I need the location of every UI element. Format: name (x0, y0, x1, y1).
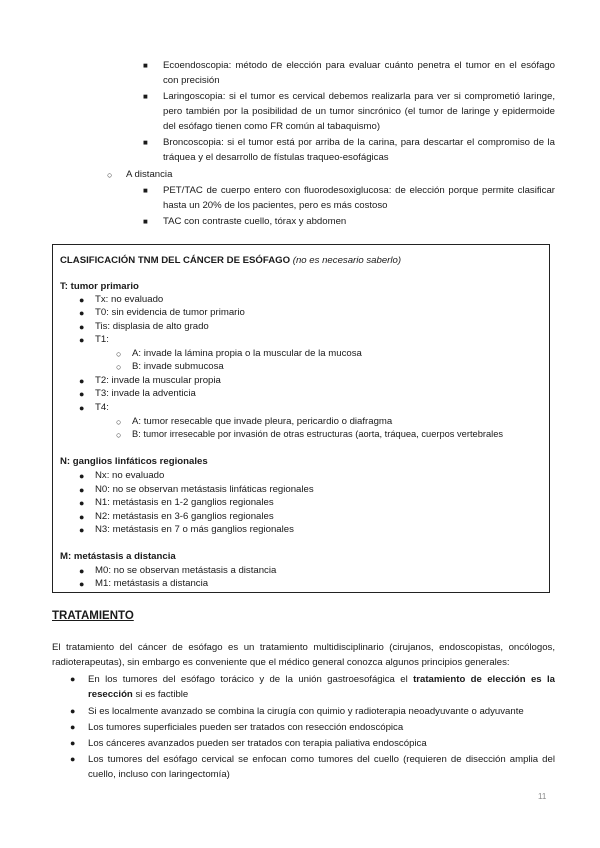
t-item: T3: invade la adventicia (95, 388, 196, 399)
list-item (143, 135, 555, 165)
bullet-icon: ● (79, 403, 85, 413)
t1-subitem: A: invade la lámina propia o la muscular de la mucosa (132, 348, 362, 359)
subheading-a-distancia: A distancia (126, 169, 173, 180)
list-item (143, 89, 555, 134)
n-heading: N: ganglios linfáticos regionales (60, 456, 208, 467)
list-item-text: En los tumores del esófago torácico y de la unión gastroesofágica el tratamiento de elección es la resección si es factible (88, 674, 555, 700)
n-item: N2: metástasis en 3-6 ganglios regionales (95, 511, 274, 522)
bullet-icon: ● (79, 498, 85, 508)
t-heading: T: tumor primario (60, 281, 139, 292)
list-item (70, 736, 555, 751)
circle-bullet-icon: ○ (107, 170, 113, 180)
n-item: Nx: no evaluado (95, 470, 165, 481)
bullet-icon: ● (70, 722, 76, 732)
bullet-icon: ● (79, 295, 85, 305)
list-item (70, 672, 555, 702)
t-item: T0: sin evidencia de tumor primario (95, 307, 245, 318)
box-title-note: (no es necesario saberlo) (292, 255, 402, 266)
square-bullet-icon: ■ (143, 92, 148, 101)
square-bullet-icon: ■ (143, 61, 148, 70)
m-item: M1: metástasis a distancia (95, 578, 209, 589)
list-item (70, 752, 555, 782)
list-item-text: PET/TAC de cuerpo entero con fluorodesoxiglucosa: de elección porque permite clasificar hasta un 20% de los pacientes, pero es más costoso (163, 185, 555, 211)
bullet-icon: ● (79, 512, 85, 522)
bullet-icon: ● (79, 322, 85, 332)
list-item-text: TAC con contraste cuello, tórax y abdomen (163, 216, 347, 227)
list-item-text: Si es localmente avanzado se combina la cirugía con quimio y radioterapia neoadyuvante o adyuvante (88, 706, 524, 717)
m-item: M0: no se observan metástasis a distancia (95, 565, 277, 576)
bullet-icon: ● (79, 389, 85, 399)
list-item (70, 720, 555, 735)
t-item: T1: (95, 334, 109, 345)
bullet-icon: ● (79, 579, 85, 589)
bullet-icon: ● (70, 674, 76, 684)
section-title: TRATAMIENTO (52, 610, 134, 622)
list-item (143, 214, 555, 229)
bullet-icon: ● (70, 706, 76, 716)
list-item (143, 58, 555, 88)
m-heading: M: metástasis a distancia (60, 551, 176, 562)
bullet-icon: ● (79, 376, 85, 386)
t-item: Tis: displasia de alto grado (95, 321, 209, 332)
circle-bullet-icon: ○ (116, 430, 122, 440)
square-bullet-icon: ■ (143, 138, 148, 147)
t1-subitem: B: invade submucosa (132, 361, 224, 372)
list-item-text: Laringoscopia: si el tumor es cervical debemos realizarla para ver si comprometió laringe, pero también por la posibilidad de un tumor sincrónico (el tumor de laringe y epidermoide del esófago tienen como FR común al tabaquismo) (163, 91, 555, 132)
t4-subitem: A: tumor resecable que invade pleura, pericardio o diafragma (132, 416, 393, 427)
circle-bullet-icon: ○ (116, 349, 122, 359)
circle-bullet-icon: ○ (116, 417, 122, 427)
bullet-icon: ● (79, 566, 85, 576)
square-bullet-icon: ■ (143, 186, 148, 195)
t-item: T2: invade la muscular propia (95, 375, 221, 386)
list-item-text: Los tumores superficiales pueden ser tratados con resección endoscópica (88, 722, 404, 733)
bullet-icon: ● (79, 471, 85, 481)
tnm-classification-box (52, 244, 550, 593)
n-item: N3: metástasis en 7 o más ganglios regionales (95, 524, 294, 535)
list-item-text: Ecoendoscopia: método de elección para evaluar cuánto penetra el tumor en el esófago con precisión (163, 60, 555, 86)
bullet-icon: ● (70, 754, 76, 764)
page-number: 11 (538, 792, 547, 801)
t-item: T4: (95, 402, 109, 413)
bullet-icon: ● (79, 308, 85, 318)
bullet-icon: ● (79, 485, 85, 495)
list-item-text: Los tumores del esófago cervical se enfocan como tumores del cuello (requieren de disección amplia del cuello, incluso con laringectomía) (88, 754, 555, 780)
circle-bullet-icon: ○ (116, 362, 122, 372)
list-item-text: Broncoscopia: si el tumor está por arriba de la carina, para descartar el compromiso de la tráquea y el desarrollo de fístulas traqueo-esofágicas (163, 137, 555, 163)
bullet-icon: ● (70, 738, 76, 748)
box-title (60, 253, 401, 268)
intro-paragraph: El tratamiento del cáncer de esófago es un tratamiento multidisciplinario (cirujanos, endoscopistas, oncólogos, radioterapeutas), sin embargo es conveniente que el médico general conozca algunos principios generales: (52, 642, 555, 668)
square-bullet-icon: ■ (143, 217, 148, 226)
list-item (70, 704, 555, 719)
t-item: Tx: no evaluado (95, 294, 164, 305)
box-title-text: CLASIFICACIÓN TNM DEL CÁNCER DE ESÓFAGO (60, 255, 291, 266)
bullet-icon: ● (79, 525, 85, 535)
t4-subitem: B: tumor irresecable por invasión de otras estructuras (aorta, tráquea, cuerpos vertebrales (132, 429, 504, 439)
n-item: N0: no se observan metástasis linfáticas regionales (95, 484, 314, 495)
list-item-text: Los cánceres avanzados pueden ser tratados con terapia paliativa endoscópica (88, 738, 427, 749)
n-item: N1: metástasis en 1-2 ganglios regionales (95, 497, 274, 508)
bullet-icon: ● (79, 335, 85, 345)
list-item (143, 183, 555, 213)
